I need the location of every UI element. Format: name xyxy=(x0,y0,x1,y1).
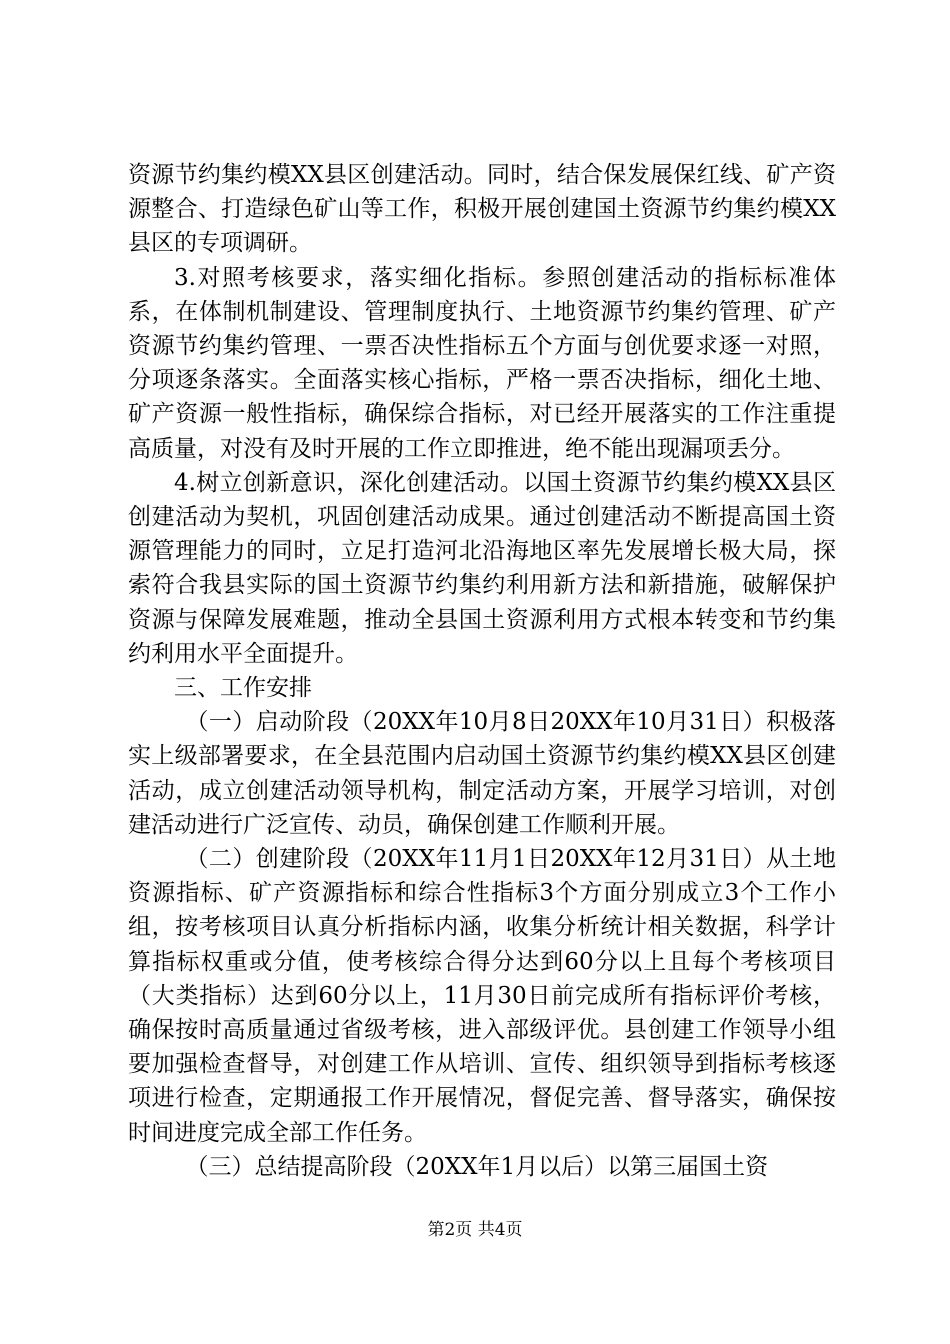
paragraph-intro: 资源节约集约模XX县区创建活动。同时，结合保发展保红线、矿产资源整合、打造绿色矿山等工作，积极开展创建国土资源节约集约模XX县区的专项调研。 xyxy=(128,162,836,257)
paragraph-stage-create: （二）创建阶段（20XX年11月1日20XX年12月31日）从土地资源指标、矿产资源指标和综合性指标3个方面分别成立3个工作小组，按考核项目认真分析指标内涵，收集分析统计相关数据，科学计算指标权重或分值，使考核综合得分达到60分以上且每个考核项目（大类指标）达到60分以上，11月30日前完成所有指标评价考核，确保按时高质量通过省级考核，进入部级评优。县创建工作领导小组要加强检查督导，对创建工作从培训、宣传、组织领导到指标考核逐项进行检查，定期通报工作开展情况，督促完善、督导落实，确保按时间进度完成全部工作任务。 xyxy=(128,846,836,1146)
paragraph-stage-launch: （一）启动阶段（20XX年10月8日20XX年10月31日）积极落实上级部署要求，在全县范围内启动国土资源节约集约模XX县区创建活动，成立创建活动领导机构，制定活动方案，开展学习培训，对创建活动进行广泛宣传、动员，确保创建工作顺利开展。 xyxy=(128,709,836,838)
section-heading-work-arrangement: 三、工作安排 xyxy=(174,675,312,702)
paragraph-item-3: 3.对照考核要求，落实细化指标。参照创建活动的指标标准体系，在体制机制建设、管理制度执行、土地资源节约集约管理、矿产资源节约集约管理、一票否决性指标五个方面与创优要求逐一对照，分项逐条落实。全面落实核心指标，严格一票否决指标，细化土地、矿产资源一般性指标，确保综合指标，对已经开展落实的工作注重提高质量，对没有及时开展的工作立即推进，绝不能出现漏项丢分。 xyxy=(128,264,836,462)
paragraph-item-4: 4.树立创新意识，深化创建活动。以国土资源节约集约模XX县区创建活动为契机，巩固创建活动成果。通过创建活动不断提高国土资源管理能力的同时，立足打造河北沿海地区率先发展增长极大局，探索符合我县实际的国土资源节约集约利用新方法和新措施，破解保护资源与保障发展难题，推动全县国土资源利用方式根本转变和节约集约利用水平全面提升。 xyxy=(128,469,836,667)
paragraph-stage-summary: （三）总结提高阶段（20XX年1月以后）以第三届国土资 xyxy=(185,1153,769,1180)
page-number-footer: 第2页 共4页 xyxy=(427,1220,523,1240)
document-body xyxy=(128,158,836,1184)
